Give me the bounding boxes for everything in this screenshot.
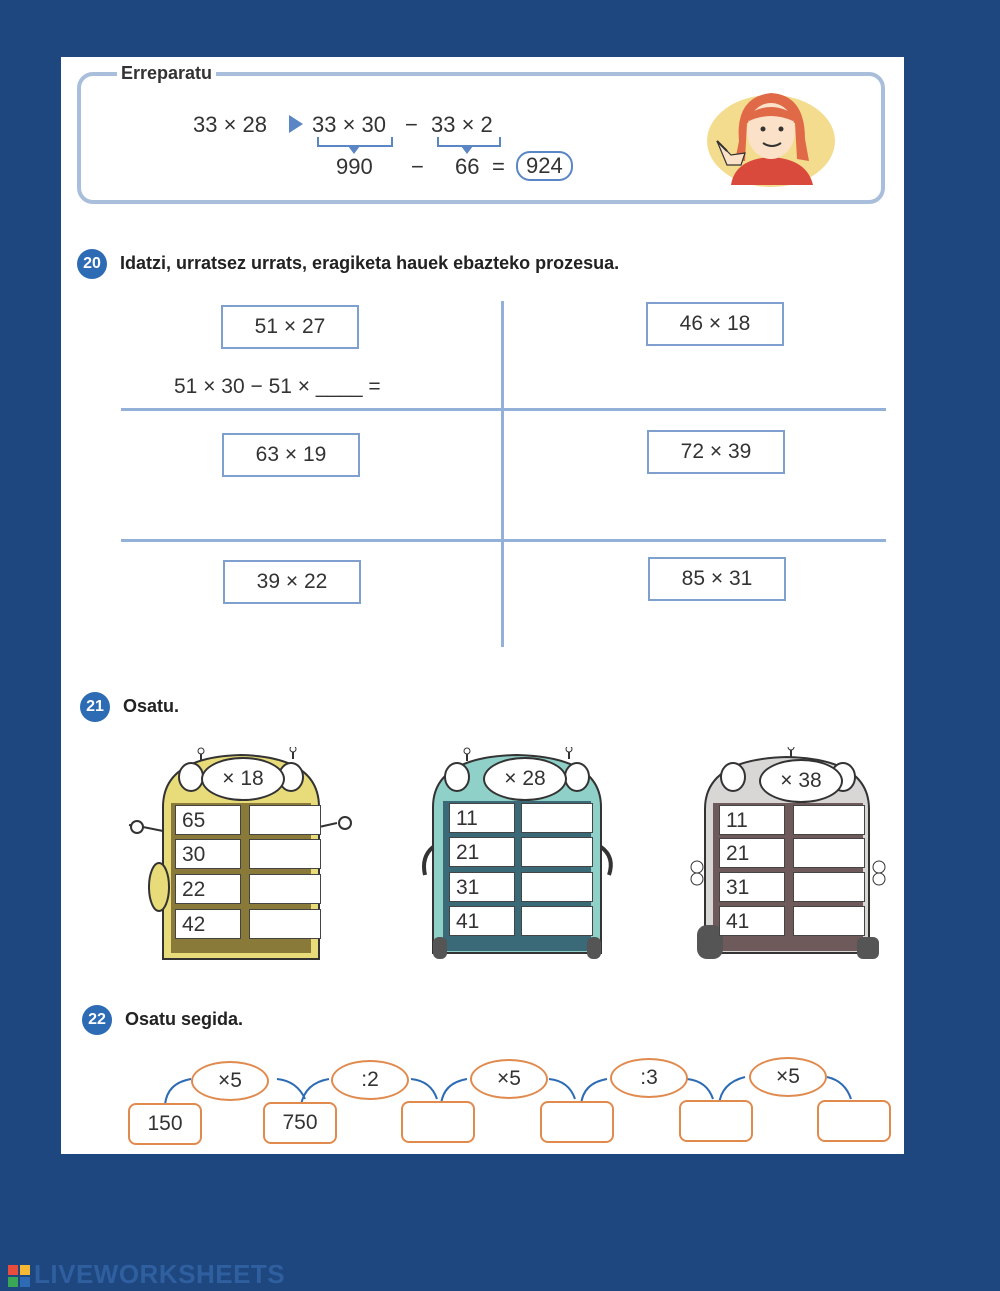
robot-3-answer[interactable] <box>793 838 865 868</box>
robot-1-multiplier: × 18 <box>201 757 285 801</box>
robot-2-answer[interactable] <box>521 837 593 867</box>
compare-expression-b: 33 × 2 <box>431 112 493 137</box>
example-step: 51 × 30 − 51 × ____ = <box>174 375 381 398</box>
robot-1-answer[interactable] <box>249 839 321 869</box>
robot-1-input: 65 <box>175 805 241 835</box>
sequence-answer-box[interactable] <box>817 1100 891 1142</box>
robot-2 <box>417 747 637 967</box>
compare-equals: = <box>492 154 505 179</box>
robot-2-input: 41 <box>449 906 515 936</box>
operation-box: 39 × 22 <box>223 560 361 604</box>
robot-2-answer[interactable] <box>521 803 593 833</box>
brand-name: LIVEWORKSHEETS <box>34 1259 286 1289</box>
arrow-down-icon <box>461 146 473 154</box>
robot-1-answer[interactable] <box>249 805 321 835</box>
robot-3-multiplier: × 38 <box>759 759 843 803</box>
sequence-box: 750 <box>263 1102 337 1144</box>
sequence-answer-box[interactable] <box>401 1101 475 1143</box>
sequence-operation: ×5 <box>749 1057 827 1097</box>
compare-minus: − <box>405 112 418 137</box>
exercise-21-title: Osatu. <box>123 696 180 716</box>
compare-result: 924 <box>516 151 573 181</box>
robot-2-input: 31 <box>449 872 515 902</box>
compare-expression-a: 33 × 30 <box>312 112 387 137</box>
sequence-box: 150 <box>128 1103 202 1145</box>
robot-1-answer[interactable] <box>249 874 321 904</box>
robot-1-input: 30 <box>175 839 241 869</box>
operation-box: 85 × 31 <box>648 557 786 601</box>
sequence-answer-box[interactable] <box>540 1101 614 1143</box>
compare-value-b: 66 <box>455 154 480 179</box>
robot-2-input: 21 <box>449 837 515 867</box>
sequence-answer-box[interactable] <box>679 1100 753 1142</box>
worksheet-page <box>61 57 904 1154</box>
robot-1-input: 22 <box>175 874 241 904</box>
robot-3-answer[interactable] <box>793 906 865 936</box>
operation-box: 51 × 27 <box>221 305 359 349</box>
operation-box: 72 × 39 <box>647 430 785 474</box>
robot-2-answer[interactable] <box>521 906 593 936</box>
logo-icon <box>8 1265 30 1287</box>
robot-3-answer[interactable] <box>793 872 865 902</box>
girl-illustration <box>701 81 836 187</box>
sequence-operation: ×5 <box>470 1059 548 1099</box>
sequence-operation: ×5 <box>191 1061 269 1101</box>
operation-box: 46 × 18 <box>646 302 784 346</box>
grid-divider-vertical <box>501 301 504 647</box>
compare-expression-left: 33 × 28 <box>193 112 268 137</box>
compare-title: Erreparatu <box>117 63 216 84</box>
robot-3-input: 11 <box>719 805 785 835</box>
liveworksheets-logo <box>8 1259 285 1290</box>
compare-minus-2: − <box>411 154 424 179</box>
robot-2-multiplier: × 28 <box>483 757 567 801</box>
sequence-operation: :3 <box>610 1058 688 1098</box>
operation-box: 63 × 19 <box>222 433 360 477</box>
grid-divider-horizontal-2 <box>121 539 886 542</box>
compare-value-a: 990 <box>336 154 373 179</box>
robot-3-input: 31 <box>719 872 785 902</box>
robot-2-input: 11 <box>449 803 515 833</box>
robot-1-answer[interactable] <box>249 909 321 939</box>
exercise-21-badge: 21 <box>80 692 110 722</box>
exercise-22-title: Osatu segida. <box>125 1009 244 1029</box>
robot-3-input: 21 <box>719 838 785 868</box>
arrow-right-icon <box>289 115 303 133</box>
robot-3-input: 41 <box>719 906 785 936</box>
grid-divider-horizontal-1 <box>121 408 886 411</box>
exercise-22-badge: 22 <box>82 1005 112 1035</box>
robot-3-answer[interactable] <box>793 805 865 835</box>
robot-2-answer[interactable] <box>521 872 593 902</box>
robot-3 <box>687 747 907 967</box>
robot-1 <box>121 747 341 967</box>
exercise-20-title: Idatzi, urratsez urrats, eragiketa hauek ebazteko prozesua. <box>120 253 620 273</box>
robot-1-input: 42 <box>175 909 241 939</box>
sequence-operation: :2 <box>331 1060 409 1100</box>
arrow-down-icon <box>348 146 360 154</box>
exercise-20-badge: 20 <box>77 249 107 279</box>
